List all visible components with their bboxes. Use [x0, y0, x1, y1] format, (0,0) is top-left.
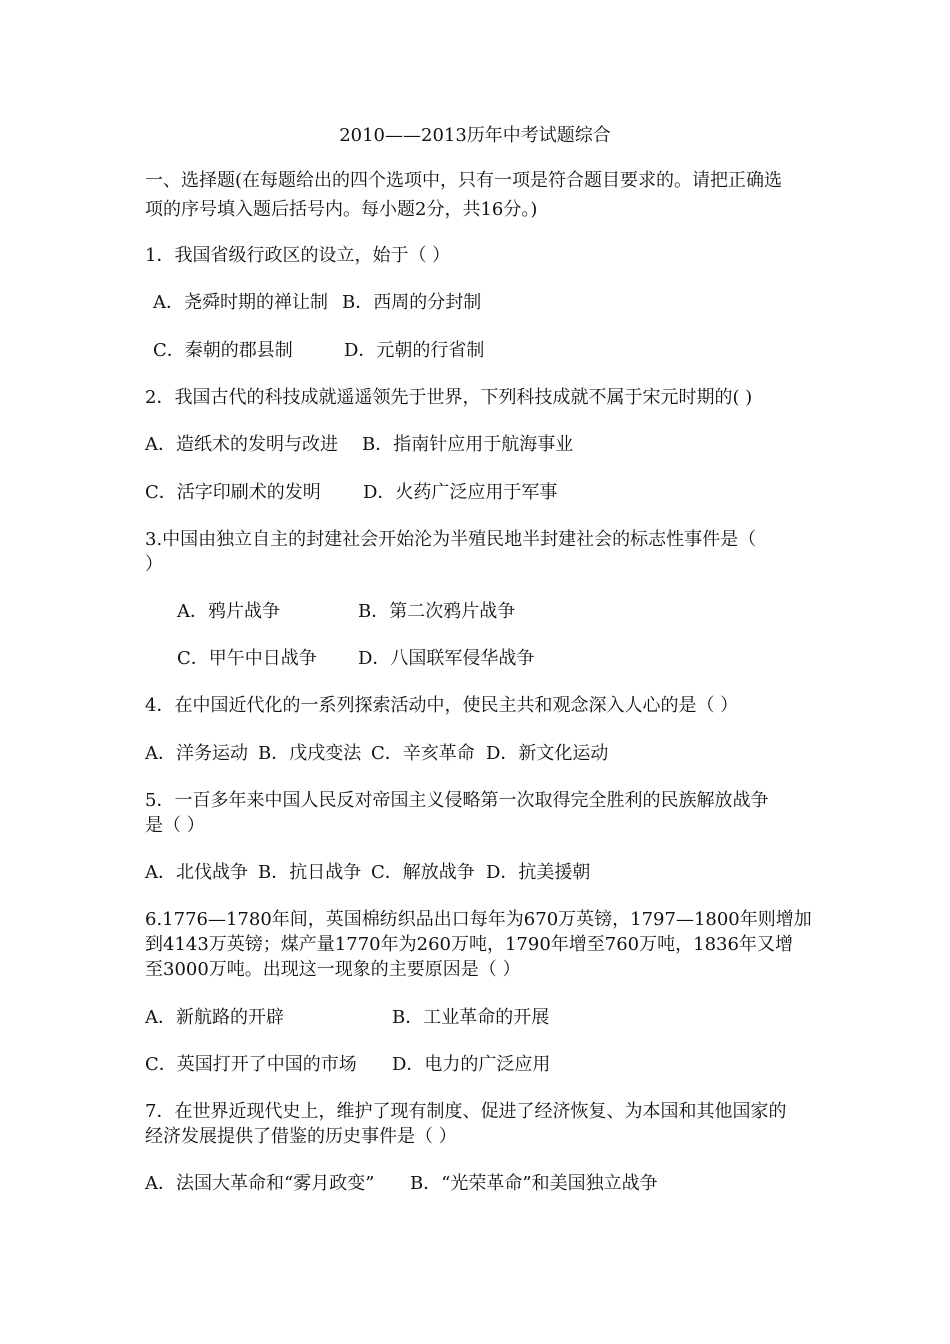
- question-6-stem-line-1: 6.1776—1780年间，英国棉纺织品出口每年为670万英镑，1797—1800年则增加: [145, 909, 812, 930]
- question-6-option-c: C．英国打开了中国的市场: [145, 1054, 357, 1075]
- question-4-option-d: D．新文化运动: [486, 743, 609, 764]
- question-2-option-b: B．指南针应用于航海事业: [362, 434, 574, 455]
- question-6-option-d: D．电力的广泛应用: [392, 1054, 551, 1075]
- question-1-option-c: C．秦朝的郡县制: [153, 340, 293, 361]
- question-4-option-b: B．戊戌变法: [258, 743, 362, 764]
- question-5-option-d: D．抗美援朝: [486, 862, 591, 883]
- question-5-stem-line-2: 是（ ）: [145, 815, 205, 836]
- question-4-option-a: A．洋务运动: [145, 743, 248, 764]
- question-3-option-c: C．甲午中日战争: [177, 648, 317, 669]
- question-7-option-b: B．“光荣革命”和美国独立战争: [410, 1173, 658, 1194]
- question-2-option-d: D．火药广泛应用于军事: [363, 482, 558, 503]
- section-heading-line-2: 项的序号填入题后括号内。每小题2分，共16分。): [145, 199, 538, 220]
- question-6-option-a: A．新航路的开辟: [145, 1007, 284, 1028]
- question-5-option-c: C．解放战争: [371, 862, 475, 883]
- question-1-option-d: D．元朝的行省制: [344, 340, 485, 361]
- question-3-option-a: A．鸦片战争: [177, 601, 280, 622]
- question-7-stem-line-1: 7．在世界近现代史上，维护了现有制度、促进了经济恢复、为本国和其他国家的: [145, 1101, 787, 1122]
- question-5-stem-line-1: 5．一百多年来中国人民反对帝国主义侵略第一次取得完全胜利的民族解放战争: [145, 790, 769, 811]
- question-4-option-c: C．辛亥革命: [371, 743, 475, 764]
- question-7-stem-line-2: 经济发展提供了借鉴的历史事件是（ ）: [145, 1126, 457, 1147]
- question-3-option-d: D．八国联军侵华战争: [358, 648, 535, 669]
- question-1-option-a: A．尧舜时期的禅让制: [153, 292, 328, 313]
- question-6-stem-line-2: 到4143万英镑；煤产量1770年为260万吨，1790年增至760万吨，1836年又增: [145, 934, 793, 955]
- page-title: 2010——2013历年中考试题综合: [339, 125, 611, 146]
- question-4-stem: 4．在中国近代化的一系列探索活动中，使民主共和观念深入人心的是（ ）: [145, 695, 739, 716]
- question-5-option-a: A．北伐战争: [145, 862, 248, 883]
- question-7-option-a: A．法国大革命和“雾月政变”: [145, 1173, 375, 1194]
- question-2-stem: 2．我国古代的科技成就遥遥领先于世界，下列科技成就不属于宋元时期的( ): [145, 387, 753, 408]
- question-3-option-b: B．第二次鸦片战争: [358, 601, 516, 622]
- question-6-option-b: B．工业革命的开展: [392, 1007, 550, 1028]
- section-heading-line-1: 一、选择题(在每题给出的四个选项中，只有一项是符合题目要求的。请把正确选: [145, 170, 783, 191]
- question-1-stem: 1．我国省级行政区的设立，始于（ ）: [145, 245, 451, 266]
- question-2-option-c: C．活字印刷术的发明: [145, 482, 321, 503]
- question-2-option-a: A．造纸术的发明与改进: [145, 434, 338, 455]
- question-6-stem-line-3: 至3000万吨。出现这一现象的主要原因是（ ）: [145, 959, 521, 980]
- question-1-option-b: B．西周的分封制: [342, 292, 482, 313]
- question-3-stem-line-2: ）: [145, 554, 163, 575]
- question-3-stem-line-1: 3.中国由独立自主的封建社会开始沦为半殖民地半封建社会的标志性事件是（: [145, 529, 757, 550]
- question-5-option-b: B．抗日战争: [258, 862, 362, 883]
